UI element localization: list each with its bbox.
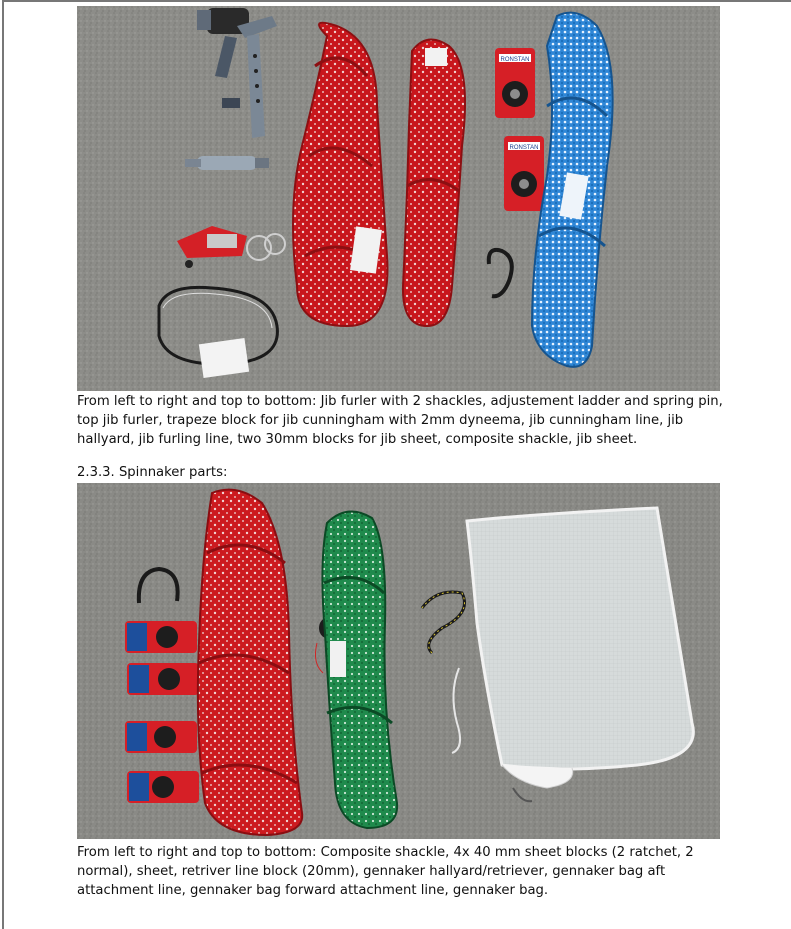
gennaker-bag (467, 508, 693, 801)
spinnaker-parts-photo (77, 483, 720, 839)
package-brand-label: RONSTAN (500, 57, 530, 63)
figure-caption-jib: From left to right and top to bottom: Jib furler with 2 shackles, adjustement ladder and spring pin, top jib furler, trapeze block for jib cunningham with 2mm dyneema, jib cunningham line, jib hallyard, jib furling line, two 30mm blocks for jib sheet, composite shackle, jib sheet. (77, 394, 723, 447)
sheet-block-3 (125, 721, 197, 753)
package-brand-label: RONSTAN (509, 145, 539, 151)
figure-caption-spinnaker: From left to right and top to bottom: Composite shackle, 4x 40 mm sheet blocks (2 ratchet, 2 normal), sheet, retriver line block (20mm), gennaker hallyard/retriever, gennaker bag aft attachment line, gennaker bag forward attachment line, gennaker bag. (77, 845, 694, 898)
section-heading: 2.3.3. Spinnaker parts: (77, 465, 228, 480)
ronstan-block-2 (504, 136, 544, 211)
sheet-block-2 (127, 663, 199, 695)
ronstan-block-1 (495, 48, 535, 118)
sheet-block-4 (127, 771, 199, 803)
sheet-block-1 (125, 621, 197, 653)
jib-parts-photo (77, 6, 720, 391)
document-page (4, 2, 791, 929)
